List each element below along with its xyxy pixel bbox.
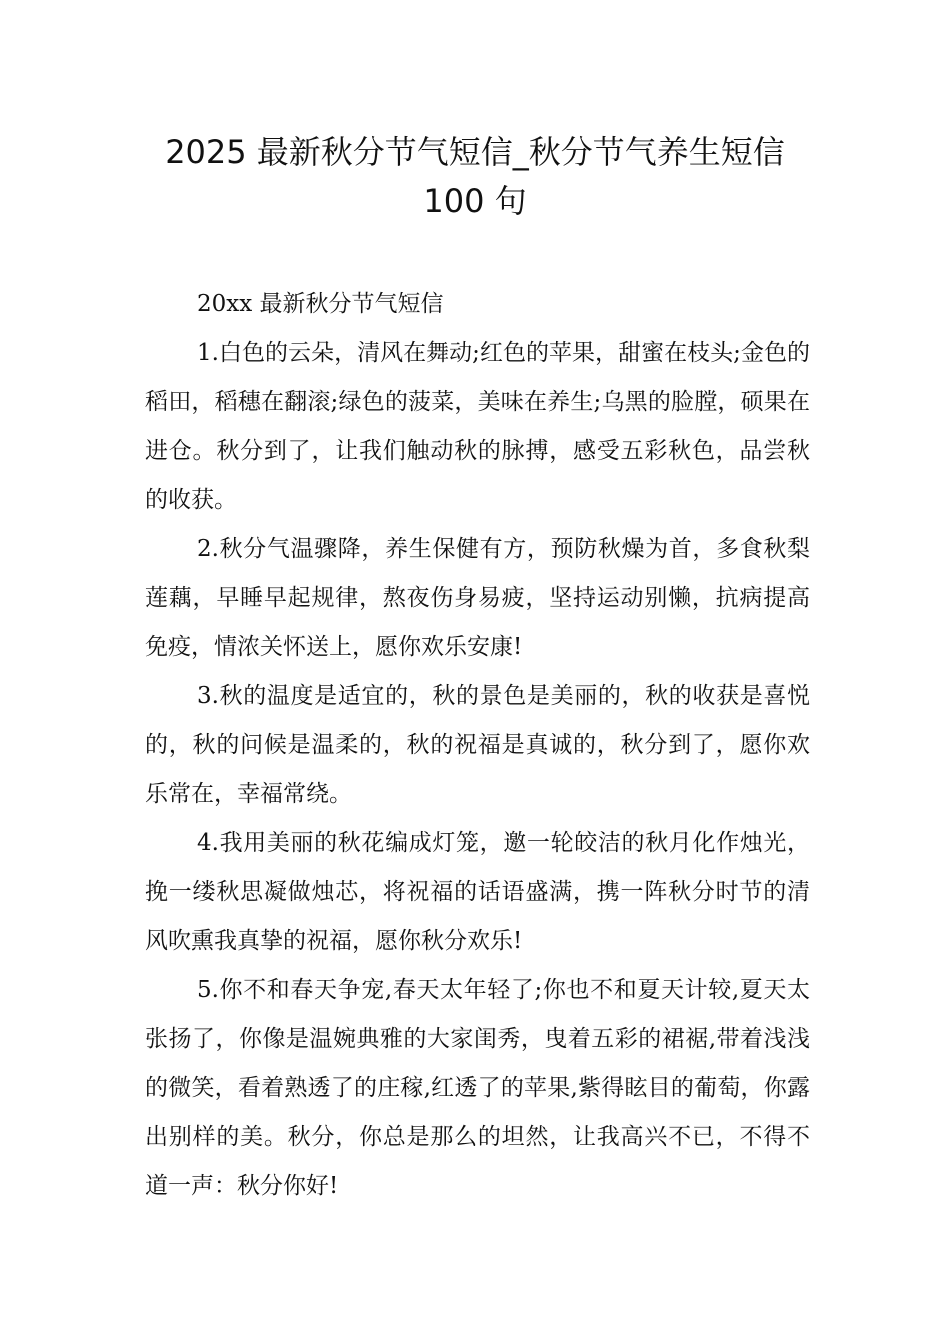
section-heading: 20xx 最新秋分节气短信 [197, 291, 444, 317]
document-body [145, 280, 810, 1211]
paragraph-3: 3.秋的温度是适宜的，秋的景色是美丽的，秋的收获是喜悦的，秋的问候是温柔的，秋的祝福是真诚的，秋分到了，愿你欢乐常在，幸福常绕。 [145, 683, 810, 807]
document-title-line-2: 100 句 [423, 182, 527, 220]
paragraph-2: 2.秋分气温骤降，养生保健有方，预防秋燥为首，多食秋梨莲藕，早睡早起规律，熬夜伤身易疲，坚持运动别懒，抗病提高免疫，情浓关怀送上，愿你欢乐安康! [145, 536, 810, 660]
paragraph-5: 5.你不和春天争宠,春天太年轻了;你也不和夏天计较,夏天太张扬了，你像是温婉典雅的大家闺秀，曳着五彩的裙裾,带着浅浅的微笑，看着熟透了的庄稼,红透了的苹果,紫得眩目的葡萄，你露出别样的美。秋分，你总是那么的坦然，让我高兴不已，不得不道一声：秋分你好! [145, 977, 810, 1199]
paragraph-4: 4.我用美丽的秋花编成灯笼，邀一轮皎洁的秋月化作烛光，挽一缕秋思凝做烛芯，将祝福的话语盛满，携一阵秋分时节的清风吹熏我真挚的祝福，愿你秋分欢乐! [145, 830, 810, 954]
document-title-line-1: 2025 最新秋分节气短信_秋分节气养生短信 [165, 133, 785, 171]
paragraph-1: 1.白色的云朵，清风在舞动;红色的苹果，甜蜜在枝头;金色的稻田，稻穗在翻滚;绿色的菠菜，美味在养生;乌黑的脸膛，硕果在进仓。秋分到了，让我们触动秋的脉搏，感受五彩秋色，品尝秋的收获。 [145, 340, 810, 513]
